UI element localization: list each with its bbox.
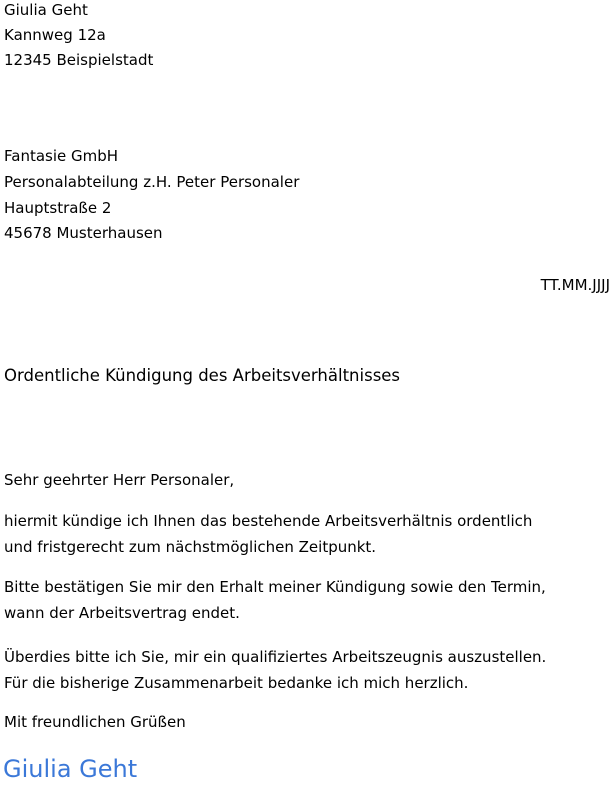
recipient-company: Fantasie GmbH — [4, 147, 119, 165]
recipient-street: Hauptstraße 2 — [4, 199, 112, 217]
sender-city: 12345 Beispielstadt — [4, 51, 154, 69]
letter-date: TT.MM.JJJJ — [540, 276, 610, 294]
body-paragraph-1: hiermit kündige ich Ihnen das bestehende Arbeitsverhältnis ordentlich und fristgerecht zum nächstmöglichen Zeitpunkt. — [4, 512, 533, 556]
letter-subject: Ordentliche Kündigung des Arbeitsverhältnisses — [4, 366, 401, 385]
recipient-department: Personalabteilung z.H. Peter Personaler — [4, 173, 300, 191]
body-paragraph-2: Bitte bestätigen Sie mir den Erhalt meiner Kündigung sowie den Termin, wann der Arbeitsvertrag endet. — [4, 578, 546, 622]
salutation: Sehr geehrter Herr Personaler, — [4, 471, 235, 489]
recipient-city: 45678 Musterhausen — [4, 224, 163, 242]
closing: Mit freundlichen Grüßen — [4, 713, 186, 731]
body-paragraph-3: Überdies bitte ich Sie, mir ein qualifiziertes Arbeitszeugnis auszustellen. Für die bisherige Zusammenarbeit bedanke ich mich herzlich. — [4, 648, 547, 692]
sender-street: Kannweg 12a — [4, 26, 106, 44]
signature: Giulia Geht — [3, 755, 138, 783]
sender-name: Giulia Geht — [4, 1, 88, 19]
